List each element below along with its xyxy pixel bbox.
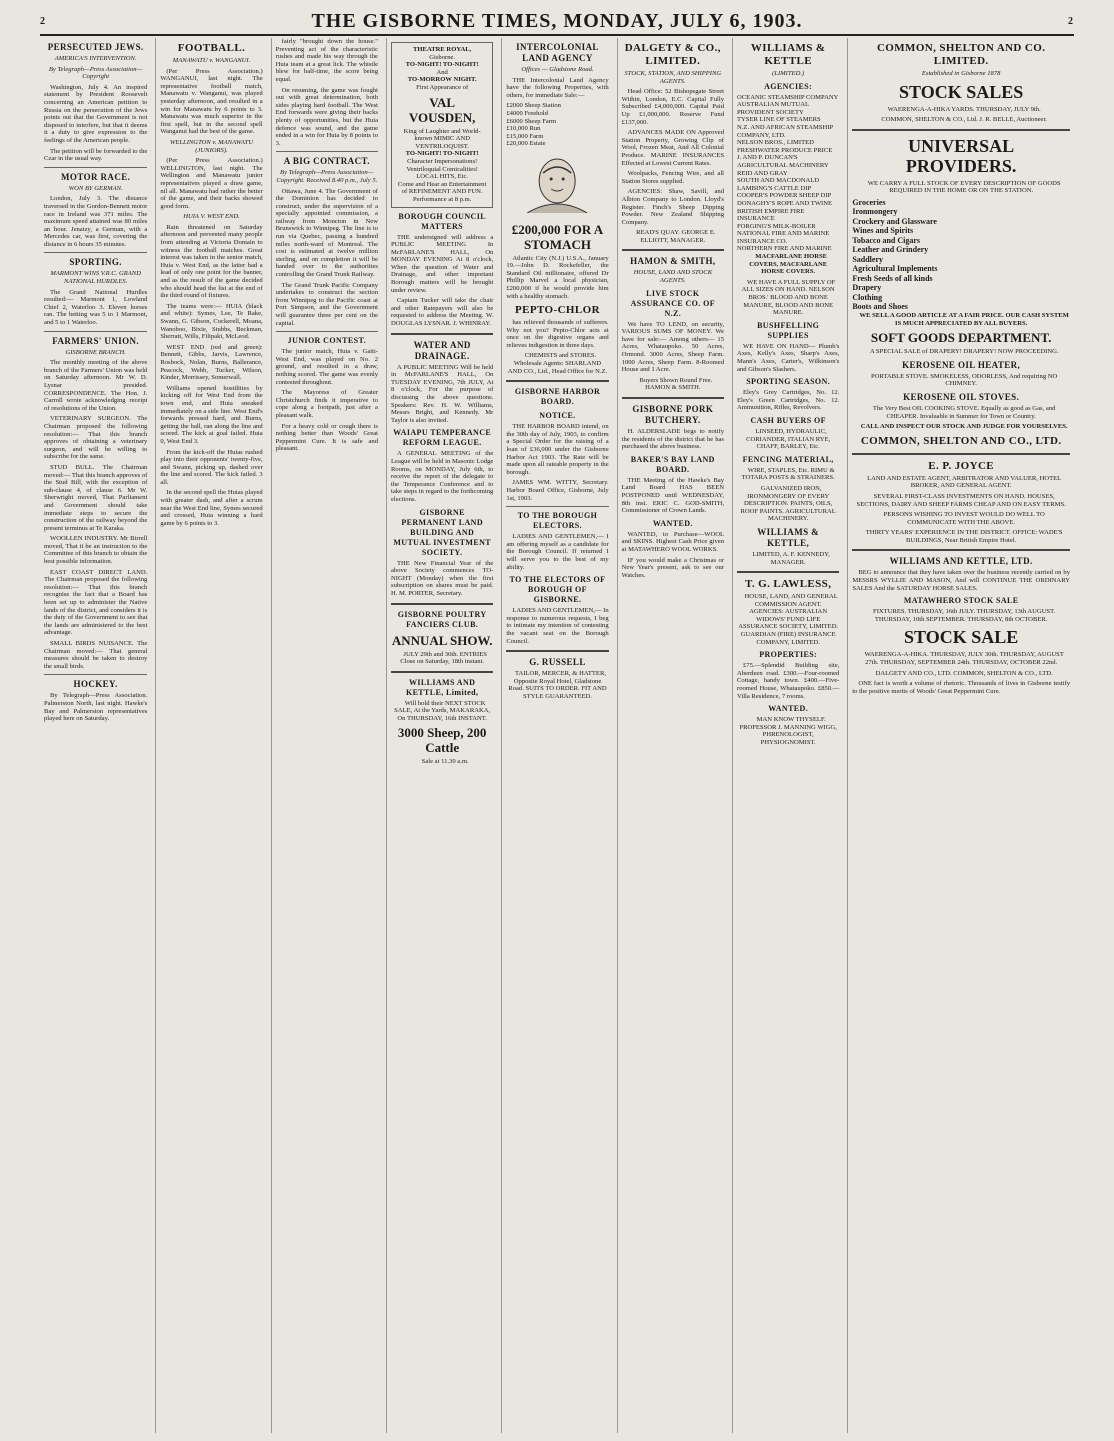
ad-line: Character Impersonations! bbox=[407, 157, 478, 165]
ad-text: THIRTY YEARS' EXPERIENCE IN THE DISTRICT. OFFICE: WADE'S BUILDINGS, Near British Empire Hotel. bbox=[865, 529, 1063, 544]
ad-text: LIMITED, A. F. KENNEDY, MANAGER. bbox=[752, 550, 830, 566]
column-6 bbox=[617, 38, 728, 1433]
headline-williams-kettle: WILLIAMS & KETTLE bbox=[750, 42, 826, 67]
article-text: SMALL BIRDS NUISANCE. The Chairman moved:— That general measures should be taken to destroy the small birds. bbox=[44, 640, 148, 670]
divider bbox=[506, 650, 608, 652]
ad-text: Will hold their NEXT STOCK SALE, At the Yards, MAKARAKA, On THURSDAY, 16th INSTANT. bbox=[394, 699, 491, 722]
page-number-right: 2 bbox=[1068, 16, 1074, 27]
headline-electors-gisborne: TO THE ELECTORS OF BOROUGH OF GISBORNE. bbox=[509, 575, 606, 605]
list-item: FORGING'S MILK-BOILER bbox=[737, 222, 816, 230]
ad-text: CALL AND INSPECT OUR STOCK AND JUDGE FOR YOURSELVES. bbox=[860, 423, 1068, 431]
divider bbox=[276, 331, 378, 332]
ad-text: THE Meeting of the Hawke's Bay Land Board HAS BEEN POSTPONED until WEDNESDAY, 8th inst. ERIC C. GOD-SMITH, Commissioner of Crown Lands. bbox=[621, 476, 724, 515]
divider bbox=[44, 674, 147, 675]
ad-text: PERSONS WISHING TO INVEST WOULD DO WELL TO COMMUNICATE WITH THE ABOVE. bbox=[883, 511, 1045, 526]
ad-text: HOUSE, LAND, AND GENERAL COMMISSION AGENT. AGENCIES: AUSTRALIAN WIDOWS' FUND LIFE ASSURANCE SOCIETY, LIMITED. GUARDIAN (FIRE) INSURANCE COMPANY, LIMITED. bbox=[738, 593, 839, 646]
list-item: £20,000 Estate bbox=[506, 140, 546, 148]
divider bbox=[737, 571, 839, 573]
list-item: Leather and Grindery bbox=[852, 245, 929, 255]
list-item: Tobacco and Cigars bbox=[852, 235, 921, 245]
masthead bbox=[40, 8, 1074, 36]
ad-text: Sale at 11.30 a.m. bbox=[421, 758, 469, 766]
ad-text: Woolpacks, Fencing Wire, and all Station Stores supplied. bbox=[621, 170, 724, 185]
list-item: Crockery and Glassware bbox=[852, 216, 937, 226]
headline-big-contract: A BIG CONTRACT. bbox=[283, 156, 370, 167]
divider bbox=[44, 331, 147, 332]
headline-temperance-league: WAIAPU TEMPERANCE REFORM LEAGUE. bbox=[393, 428, 492, 448]
headline-land-board: BAKER'S BAY LAND BOARD. bbox=[630, 454, 715, 474]
article-text: On resuming, the game was fought out with great determination, both sides playing hard football. The West End forwards were giving their backs plenty of opportunities, but the Huia defence was sound, and the game ended in a win for Huia by 8 points to 3. bbox=[275, 86, 378, 147]
ad-text: The Very Best OIL COOKING STOVE. Equally as good as Gas, and CHEAPER. Invaluable in Summer for Town or Country. bbox=[872, 404, 1056, 420]
list-item: REID AND GRAY bbox=[737, 169, 788, 177]
column-5 bbox=[501, 38, 612, 1433]
ad-line: TO-NIGHT! TO-NIGHT! bbox=[405, 150, 479, 158]
ad-line: Gisborne. bbox=[429, 53, 456, 61]
ad-text: A GENERAL MEETING of the League will be held in Masonic Lodge Rooms, on MONDAY, July 6th, to receive the report of the delegate to the Temperance Conference and to take steps in regard to the forthcoming elections. bbox=[391, 450, 494, 503]
ad-text: FIXTURES. THURSDAY, 16th JULY. THURSDAY, 13th AUGUST. THURSDAY, 10th SEPTEMBER. THURSDAY, 8th OCTOBER. bbox=[873, 608, 1056, 623]
ad-text: H. ALDERSLADE begs to notify the residents of the district that he has purchased the above business. bbox=[621, 428, 724, 451]
engraving-portrait-illustration bbox=[506, 151, 608, 213]
ad-text: JULY 29th and 30th. ENTRIES Close on Saturday, 18th instant. bbox=[400, 650, 487, 666]
list-item: N.Z. AND AFRICAN STEAMSHIP COMPANY, LTD. bbox=[737, 123, 833, 139]
ad-text: Head Office: 52 Bishopsgate Street Within, London, E.C. Capital Fully Subscribed £4,000,000. Capital Paid Up £1,000,000. Reserve Fund £137,000. bbox=[621, 88, 724, 126]
article-text: The petition will be forwarded to the Czar in the usual way. bbox=[44, 147, 148, 163]
list-item: Clothing bbox=[852, 292, 883, 302]
headline-ep-joyce: E. P. JOYCE bbox=[928, 459, 995, 472]
byline: By Telegraph—Press Association—Copyright bbox=[48, 65, 143, 81]
ad-text: WIRE, STAPLES, Etc. RIMU & TOTARA POSTS & STRAINERS. bbox=[741, 466, 835, 482]
list-item: TYSER LINE OF STEAMERS bbox=[737, 116, 821, 124]
subhead-americas-intervention: AMERICA'S INTERVENTION. bbox=[54, 55, 137, 62]
ad-line: THEATRE ROYAL, bbox=[413, 46, 472, 53]
headline-notice: NOTICE. bbox=[539, 411, 576, 421]
article-text: VETERINARY SURGEON. The Chairman proposed the following resolution:— That this branch approves of obtaining a veterinary surgeon, and will be willing to subscribe for the same. bbox=[44, 415, 148, 461]
article-text: From the kick-off the Huias rushed play into their opponents' twenty-five, and Swann, picking up, dashed over the line and scored. The kick failed. 3 all. bbox=[160, 448, 263, 486]
subhead-offices: Offices — Gladstone Road. bbox=[521, 66, 594, 73]
list-item: NATIONAL FIRE AND MARINE INSURANCE CO. bbox=[737, 230, 830, 245]
ad-text: MAN KNOW THYSELF. PROFESSOR J. MANNING WIGG, PHRENOLOGIST, PHYSIOGNOMIST. bbox=[739, 716, 837, 746]
list-item: £2000 Sheep Station bbox=[506, 102, 561, 110]
article-text: The Grand Trunk Pacific Company undertakes to construct the section from Winnipeg to the Pacific coast at Port Simpson, and the Government will guarantee three per cent on the capital. bbox=[275, 281, 378, 327]
divider bbox=[276, 151, 378, 152]
list-item: DONAGHY'S ROPE AND TWINE bbox=[737, 199, 833, 207]
ad-text: Buyers Shown Round Free. HAMON & SMITH. bbox=[639, 376, 713, 392]
list-item: £15,000 Farm bbox=[506, 132, 544, 140]
headline-building-society: GISBORNE PERMANENT LAND BUILDING AND MUTUAL INVESTMENT SOCIETY. bbox=[393, 507, 492, 557]
list-item: Agricultural Implements bbox=[852, 264, 938, 274]
headline-sporting-season: SPORTING SEASON. bbox=[746, 377, 831, 387]
article-text: Rain threatened on Saturday afternoon and prevented many people from attending at Victoria Domain to witness the football matches. Great interest was taken in the senior match, Huia v. West End, as the latter had a lead of only one point for the banner, and as the result of the game decided who should head the list at the end of the third round of fixtures. bbox=[160, 223, 263, 300]
list-item: Wines and Spirits bbox=[852, 226, 914, 236]
column-grid bbox=[40, 38, 1074, 1433]
universal-providers-title: UNIVERSAL PROVIDERS. bbox=[905, 135, 1017, 176]
article-text: Washington, July 4. An inspired statement by President Roosevelt concerning an American petition to Russia on the persecution of the Jews points out that the Government is not disposed to interfere, but that it deems it a duty to give expression to the feelings of the American people. bbox=[44, 83, 148, 144]
headline-fencing-material: FENCING MATERIAL, bbox=[742, 454, 834, 464]
ad-text: LADIES AND GENTLEMEN,— I am offering myself as a candidate for the Borough Council. If returned I will serve you to the best of my ability. bbox=[506, 533, 609, 571]
article-text: By Telegraph—Press Association. Palmerston North, last night. Hawke's Bay and Palmerston representatives played here on Saturday. bbox=[44, 692, 148, 723]
article-text: The Mayoress of Greater Christchurch finds it imperative to cope along a footpath, just after a pleasant walk. bbox=[275, 389, 378, 419]
soft-goods-title: SOFT GOODS DEPARTMENT. bbox=[870, 330, 1052, 346]
stock-sales-title: STOCK SALES bbox=[899, 81, 1024, 102]
property-list bbox=[506, 102, 608, 148]
headline-poultry-club: GISBORNE POULTRY FANCIERS CLUB. bbox=[397, 609, 487, 629]
ad-performer-name: VAL VOUSDEN, bbox=[408, 94, 476, 125]
ad-line: LOCAL HITS, Etc. bbox=[416, 173, 469, 181]
headline-agencies: AGENCIES: bbox=[764, 81, 813, 91]
divider bbox=[852, 129, 1070, 131]
list-item: NELSON BROS., LIMITED bbox=[737, 139, 814, 147]
ad-text: WE HAVE A FULL SUPPLY OF ALL SIZES ON HAND. NELSON BROS.' BLOOD AND BONE MANURE, BLOOD AND BONE MANURE. bbox=[741, 278, 836, 317]
headline-farmers-union: FARMERS' UNION. bbox=[52, 335, 140, 346]
ad-text: READ'S QUAY. GEORGE E. ELLIOTT, MANAGER. bbox=[636, 229, 716, 244]
list-item: Saddlery bbox=[852, 254, 883, 264]
divider bbox=[391, 671, 493, 673]
ad-text: Eley's Grey Cartridges, No. 12. Eley's Green Cartridges, No. 12. Ammunition, Rifles, Revolvers. bbox=[737, 389, 840, 412]
ad-text: TAILOR, MERCER, & HATTER, Opposite Royal Hotel, Gladstone Road. SUITS TO ORDER. FIT AND STYLE GUARANTEED. bbox=[508, 670, 607, 700]
divider bbox=[506, 506, 608, 507]
headline-borough-council: BOROUGH COUNCIL MATTERS bbox=[398, 211, 486, 231]
headline-kerosene-stoves: KEROSENE OIL STOVES. bbox=[903, 391, 1020, 402]
ad-line: First Appearance of bbox=[416, 83, 469, 91]
ad-text: A PUBLIC MEETING Will be held in McFARLANE'S HALL, On TUESDAY EVENING, 7th JULY, At 8 o'clock, For the purpose of discussing the above questions. Speakers: Rev. H. W. Williams, Messrs Bright, and Kennedy. Mr Taylor is also invited. bbox=[391, 363, 494, 424]
list-item: SOUTH AND MACDONALD bbox=[737, 177, 820, 185]
ad-text: BEG to announce that they have taken over the business recently carried on by MESSRS WYLLIE AND MASON, And will CONTINUE THE ORDINARY SALES And the SATURDAY HORSE SALES. bbox=[852, 569, 1070, 592]
divider bbox=[852, 549, 1070, 551]
ad-text: JAMES WM. WITTY, Secretary. Harbor Board Office, Gisborne, July 1st, 1903. bbox=[506, 479, 609, 502]
ad-text: GALVANIZED IRON, IRONMONGERY OF EVERY DESCRIPTION. PAINTS, OILS, ROOF PAINTS. AGRICULTURAL MACHINERY. bbox=[740, 484, 836, 523]
list-item: AUSTRALIAN MUTUAL PROVIDENT SOCIETY bbox=[737, 101, 809, 116]
article-text: WEST END (red and green): Bennett, Gibbs, Jarvis, Lawrence, Rosbock, Nolan, Burns, Ballerance, Peacock, Webb, Tucker, Wilson, Kinder, Morrissey, Somerwall. bbox=[160, 343, 263, 382]
subhead-dalgety: STOCK, STATION, AND SHIPPING AGENTS. bbox=[624, 70, 722, 85]
headline-williams-kettle: WILLIAMS AND KETTLE, Limited, bbox=[405, 677, 479, 697]
list-item: LAMBING'S CATTLE DIP bbox=[737, 184, 812, 192]
ad-text: THE New Financial Year of the above Society commences TO-NIGHT (Monday) when the first subscription on shares must be paid. H. M. PORTER, Secretary. bbox=[391, 559, 494, 597]
article-text: Williams opened hostilities by kicking off for West End from the town end, and Huia sneaked immediately on a side line. West End's forwards pressed hard, and Burns, getting the ball, ran along the line and scored. The kick at goal failed. Huia 0, West End 3. bbox=[160, 384, 263, 445]
ad-line: TO-MORROW NIGHT. bbox=[407, 76, 477, 84]
list-item: NORTHERN FIRE AND MARINE bbox=[737, 245, 832, 253]
headline-cash-buyers: CASH BUYERS OF bbox=[750, 415, 826, 425]
headline-football: FOOTBALL. bbox=[177, 42, 246, 54]
headline-bushfelling: BUSHFELLING SUPPLIES bbox=[757, 320, 820, 340]
headline-properties: PROPERTIES: bbox=[759, 650, 818, 660]
ad-text: Captain Tucker will take the chair and other Ratepayers will also be requested to address the Meeting. W. DOUGLAS LYSNAR. J. WHINRAY. bbox=[391, 297, 494, 328]
headline-borough-electors: TO THE BOROUGH ELECTORS. bbox=[517, 511, 598, 531]
subhead-gisborne-branch: GISBORNE BRANCH. bbox=[65, 348, 126, 356]
ad-text: WAERENGA-A-HIKA YARDS. THURSDAY, JULY 9th. bbox=[887, 105, 1041, 113]
headline-hamon-smith: HAMON & SMITH, bbox=[630, 256, 716, 267]
headline-water-drainage: WATER AND DRAINAGE. bbox=[413, 339, 471, 361]
ad-text: AGENCIES: Shaw, Savill, and Albion Company to London. Lloyd's Register. Finch's Sheep Dipping Powder. New Zealand Shipping Company. bbox=[621, 188, 724, 226]
ad-text: LADIES AND GENTLEMEN,— In response to numerous requests, I beg to intimate my intention of contesting the vacant seat on the Borough Council. bbox=[506, 607, 609, 645]
article-text: fairly "brought down the house." Preventing act of the characteristic rushes and made his way through the Huia team at a great lick. The whistle blew for half-time, the score being equal. bbox=[275, 38, 378, 83]
subhead-wellington-manawatu: WELLINGTON v. MANAWATU (JUNIORS). bbox=[169, 138, 254, 154]
ad-text: £75.—Splendid Building site, Aberdeen road. £300.—Four-roomed Cottage, handy town. £400.—Five-roomed House, Whataupoko. £850.—Villa Residence, 7 rooms. bbox=[737, 662, 840, 700]
divider bbox=[44, 167, 147, 168]
ad-text: IF you would make a Christmas or New Year's present, ask to see our Watches. bbox=[621, 556, 724, 579]
subhead-manawatu-wanganui: MANAWATU v. WANGANUI. bbox=[172, 57, 251, 64]
annual-show-title: ANNUAL SHOW. bbox=[391, 632, 493, 648]
headline-common-shelton: COMMON, SHELTON AND CO. LIMITED. bbox=[876, 42, 1046, 67]
article-text: Ottawa, June 4. The Government of the Dominion has decided to construct, under the supervision of a specially appointed commission, a railway from Moncton in New Brunswick to Winnipeg. The line is to run via Quebec, passing a hundred miles north-ward of Montreal. The cost is estimated at twelve million sterling, and on completion it will be handed over to the authorities controlling the Grand Trunk Railway. bbox=[275, 187, 378, 279]
stock-numbers: 3000 Sheep, 200 Cattle bbox=[397, 725, 487, 756]
article-text: The monthly meeting of the above branch of the Farmers' Union was held on Saturday afternoon. Mr W. D. Lysnar presided. CORRESPONDENCE. The Hon. J. Carroll wrote acknowledging receipt of resolutions of the Union. bbox=[44, 359, 148, 412]
list-item: FRESHWATER PRODUCE PRICE bbox=[737, 146, 833, 154]
headline-junior-contest: JUNIOR CONTEST. bbox=[287, 336, 366, 346]
headline-williams-kettle-ltd: WILLIAMS AND KETTLE, LTD. bbox=[889, 556, 1033, 567]
ad-line: Performance at 8 p.m. bbox=[412, 195, 472, 203]
article-text: In the second spell the Huias played with greater dash, and after a scrum near the West End line, Symes secured and crossed, Huia winning a hard game by 6 points to 3. bbox=[160, 489, 263, 527]
headline-wanted: WANTED. bbox=[768, 704, 809, 714]
byline: By Telegraph—Press Association—Copyright. Received 8.40 p.m., July 5. bbox=[276, 169, 378, 184]
ad-text: WE SELL A GOOD ARTICLE AT A FAIR PRICE. OUR CASH SYSTEM IS MUCH APPRECIATED BY ALL BUYERS. bbox=[859, 311, 1069, 327]
ad-line: King of Laughter and World-known MIMIC AND VENTRILOQUIST. bbox=[403, 127, 481, 150]
list-item: Drapery bbox=[852, 283, 882, 293]
ad-text: WE HAVE ON HAND— Plumb's Axes, Kelly's Axes, Sharp's Axes, Mann's Axes, Carter's, Wilkinson's and Gibson's Slashers. bbox=[737, 342, 840, 373]
article-text: The teams were:— HUIA (black and white): Symes, Lee, Te Rake, Swann, G. Gibson, Cockerell, Moana, Wanoboo, Bixie, Stubbs, Beckman, Sherratt, Wills, Filipaki, McLeod. bbox=[160, 302, 263, 341]
headline-pork-butchery: GISBORNE PORK BUTCHERY. bbox=[632, 404, 714, 425]
list-item: J. AND P. DUNCAN'S AGRICULTURAL MACHINERY bbox=[737, 154, 829, 169]
agencies-list bbox=[737, 94, 839, 253]
list-item: £10,000 Run bbox=[506, 125, 541, 133]
article-text: (Per Press Association.) WANGANUI, last night. The representative football match, Manawatu v. Wanganui, was played yesterday afternoon, and resulted in a win for Manawatu by 6 points to 3. Manawatu was much superior in the first spell, but in the second spell Wanganui had the best of the game. bbox=[160, 67, 263, 136]
list-item: Boots and Shoes bbox=[852, 302, 908, 312]
ad-text: SEVERAL FIRST-CLASS INVESTMENTS ON HAND. HOUSES, SECTIONS, DAIRY AND SHEEP FARMS CHEAP AND ON EASY TERMS. bbox=[856, 492, 1066, 508]
ad-text: LAND AND ESTATE AGENT, ARBITRATOR AND VALUER, HOTEL BROKER, AND GENERAL AGENT. bbox=[867, 474, 1062, 490]
ad-text: We have TO LEND, on security, VARIOUS SUMS OF MONEY. We have for sale:— Among others— 15 Acres, Whataupoko. 50 Acres, Ormond. 3000 Acres, Sheep Farm. 1000 Acres, Sheep Farm. 8-Roomed House and 1 Acre. bbox=[621, 320, 724, 374]
ad-text: DALGETY AND CO., LTD. COMMON, SHELTON & CO., LTD. bbox=[875, 669, 1053, 677]
ad-text: COMMON, SHELTON & CO., Ltd. J. R. BELLE, Auctioneer. bbox=[881, 116, 1047, 124]
headline-intercolonial-land-agency: INTERCOLONIAL LAND AGENCY bbox=[516, 42, 599, 63]
subhead-won-by-german: WON BY GERMAN. bbox=[68, 184, 123, 192]
divider bbox=[852, 453, 1070, 455]
ad-text: WAERENGA-A-HIKA. THURSDAY, JULY 30th. THURSDAY, AUGUST 27th. THURSDAY, SEPTEMBER 24th. THURSDAY, OCTOBER 22nd. bbox=[864, 651, 1064, 667]
divider bbox=[391, 333, 493, 335]
ad-text: has relieved thousands of sufferers. Why not you? Pepto-Chlor acts at once on the digestive organs and relieves indigestion in three days. bbox=[506, 319, 609, 349]
list-item: Ironmongery bbox=[852, 207, 898, 217]
headline-matawhero-stock-sale: MATAWHERO STOCK SALE bbox=[903, 596, 1019, 606]
subhead-established: Established in Gisborne 1878 bbox=[921, 70, 1001, 77]
ad-text: THE undersigned will address a PUBLIC MEETING In McFARLANE'S HALL, On MONDAY EVENING At 8 o'clock, When the question of Water and Drainage, and other important Borough matters will be brought under review. bbox=[391, 233, 494, 294]
list-item: £4000 Freehold bbox=[506, 109, 548, 117]
list-item: £6000 Sheep Farm bbox=[506, 117, 557, 125]
headline-pepto-chlor: PEPTO-CHLOR bbox=[515, 304, 600, 317]
headline-kerosene-heater: KEROSENE OIL HEATER, bbox=[902, 359, 1021, 370]
subhead-huia-west-end: HUIA V. WEST END. bbox=[183, 213, 240, 221]
ad-line: Come and Hear an Entertainment of REFINEMENT AND FUN. bbox=[398, 180, 487, 196]
article-text: London, July 3. The distance traversed in the Gordon-Bennett motor race in Ireland was 371 miles. The maximum speed attained was 80 miles an hour. Jenatzy, a German, with a Mercedes car, was first, covering the distance in 6 hours 35 minutes. bbox=[44, 195, 148, 248]
ad-text: WANTED, to Purchase—WOOL and SKINS. Highest Cash Price given at MATAWHERO WOOL WORKS. bbox=[621, 530, 724, 553]
divider bbox=[44, 252, 147, 253]
ad-text: LINSEED, HYDRAULIC, CORIANDER, ITALIAN RYE, CHAFF, BARLEY, Etc. bbox=[746, 427, 831, 451]
ad-text: ONE fact is worth a volume of rhetoric. Thousands of lives in Gisborne testify to the positive merits of Woods' Great Peppermint Cure. bbox=[852, 680, 1070, 695]
subhead-hamon-smith: HOUSE, LAND AND STOCK AGENTS. bbox=[633, 269, 713, 285]
article-text: The Grand National Hurdles resulted:— Marmont 1, Lowland Chief 2, Waterloo 3. Eleven horses ran. The betting was 5 to 1 Marmont, and 5 to 1 Waterloo. bbox=[44, 288, 148, 327]
subhead-grand-national: MARMONT WINS V.R.C. GRAND NATIONAL HURDLES. bbox=[50, 270, 141, 286]
column-2 bbox=[155, 38, 266, 1433]
headline-lawless: T. G. LAWLESS, bbox=[744, 578, 832, 591]
headline-dalgety: DALGETY & CO., LIMITED. bbox=[624, 42, 721, 67]
headline-g-russell: G. RUSSELL bbox=[529, 657, 586, 668]
ad-text: PORTABLE STOVE. SMOKELESS, ODORLESS, And requiring NO CHIMNEY. bbox=[870, 372, 1058, 388]
headline-persecuted-jews: PERSECUTED JEWS. bbox=[47, 42, 144, 52]
ad-text: THE HARBOR BOARD intend, on the 30th day of July, 1903, to confirm a Special Order for the raising of a loan of £36,000 under the Gisborne Harbor Act 1903. The Rate will be made upon all rateable property in the borough. bbox=[506, 423, 609, 476]
headline-williams-kettle-2: WILLIAMS & KETTLE, bbox=[757, 526, 820, 548]
divider bbox=[391, 603, 493, 605]
article-text: The junior match, Huia v. Gaiti-West End, was played on No. 2 ground, and resulted in a draw, nothing scored. The game was evenly contested throughout. bbox=[275, 348, 378, 386]
ad-text: Atlantic City (N.J.) U.S.A., January 19.—John D. Rockefeller, the Standard Oil millionaire, offered Dr Phillip Marvel a local physician, £200,000 if he would provide him with a healthy stomach. bbox=[506, 254, 609, 300]
ad-text: MACFARLANE HORSE COVERS, MACFARLANE HORSE COVERS. bbox=[749, 253, 828, 276]
ad-text: ADVANCES MADE ON Approved Station Property, Growing Clip of Wool, Frozen Meat, And All Colonial Produce. MARINE INSURANCES Effected at Lowest Current Rates. bbox=[621, 129, 724, 167]
article-text: STUD BULL. The Chairman moved:— That this branch approves of the Stud Bill, with the exception of sub-clause 4, of clause 6. Mr W. Sherwright moved, That Parliament and Government should take immediate steps to secure the construction of the railway beyond the present terminus at Te Karaka. bbox=[44, 463, 148, 532]
ad-line: TO-NIGHT! TO-NIGHT! bbox=[405, 61, 479, 69]
list-item: BRITISH EMPIRE FIRE INSURANCE bbox=[737, 207, 805, 223]
column-7 bbox=[732, 38, 843, 1433]
ad-text: CHEMISTS and STORES. Wholesale Agents: SHARLAND AND CO., Ltd., Head Office for N.Z. bbox=[507, 352, 608, 375]
list-item: COOPER'S POWDER SHEEP DIP bbox=[737, 192, 832, 200]
headline-harbor-board: GISBORNE HARBOR BOARD. bbox=[514, 387, 601, 407]
column-8 bbox=[847, 38, 1074, 1433]
divider bbox=[622, 397, 724, 399]
subhead-limited: (LIMITED.) bbox=[772, 70, 805, 77]
ad-line: And bbox=[436, 68, 448, 76]
article-text: For a heavy cold or cough there is nothing better than Woods' Great Peppermint Cure. It is safe and pleasant. bbox=[275, 422, 378, 453]
column-4 bbox=[386, 38, 497, 1433]
headline-sporting: SPORTING. bbox=[69, 257, 122, 268]
list-item: Groceries bbox=[852, 197, 886, 207]
article-text: EAST COAST DIRECT LAND. The Chairman proposed the following resolution:— That this branch recognise the fact that a Board has been set up to administer the Native lands of the district, and considers it is the duty of the Government to see that the lands are administered to the best advantage. bbox=[44, 568, 148, 637]
divider bbox=[506, 380, 608, 382]
page-number-left: 2 bbox=[40, 16, 46, 27]
divider bbox=[622, 249, 724, 251]
list-item: Fresh Seeds of all kinds bbox=[852, 273, 933, 283]
headline-live-stock-assurance: LIVE STOCK ASSURANCE CO. OF N.Z. bbox=[630, 288, 716, 318]
column-1 bbox=[40, 38, 151, 1433]
goods-list bbox=[852, 198, 1070, 312]
pepto-headline: £200,000 FOR A STOMACH bbox=[511, 221, 604, 252]
article-text: WOOLLEN INDUSTRY. Mr Birrell moved, That it be an instruction to the Committee of this branch to obtain the best possible information. bbox=[44, 535, 148, 566]
ad-text: A SPECIAL SALE of DRAPERY! DRAPERY! NOW PROCEEDING. bbox=[869, 348, 1059, 356]
ad-text: WE CARRY A FULL STOCK OF EVERY DESCRIPTION OF GOODS REQUIRED IN THE HOME OR ON THE STATION. bbox=[867, 179, 1061, 195]
ad-text: THE Intercolonial Land Agency have the following Properties, with others, for immediate Sale:— bbox=[506, 76, 609, 99]
ad-theatre-royal bbox=[391, 42, 493, 208]
stock-sale-title: STOCK SALE bbox=[904, 627, 1019, 648]
headline-hockey: HOCKEY. bbox=[73, 679, 118, 690]
list-item: OCEANIC STEAMSHIP COMPANY bbox=[737, 93, 839, 101]
ad-line: Ventriloquial Comicalities! bbox=[406, 165, 478, 173]
article-text: (Per Press Association.) WELLINGTON, last night. The Wellington and Manawatu junior representatives played a draw game, nil all. Manawatu had rather the better of the game, and their backs showed good form. bbox=[160, 157, 263, 210]
column-3 bbox=[271, 38, 382, 1433]
newspaper-title: THE GISBORNE TIMES, MONDAY, JULY 6, 1903. bbox=[311, 9, 803, 32]
headline-wanted: WANTED. bbox=[652, 518, 693, 528]
headline-motor-race: MOTOR RACE. bbox=[61, 171, 131, 182]
headline-common-shelton-2: COMMON, SHELTON AND CO., LTD. bbox=[860, 434, 1062, 447]
